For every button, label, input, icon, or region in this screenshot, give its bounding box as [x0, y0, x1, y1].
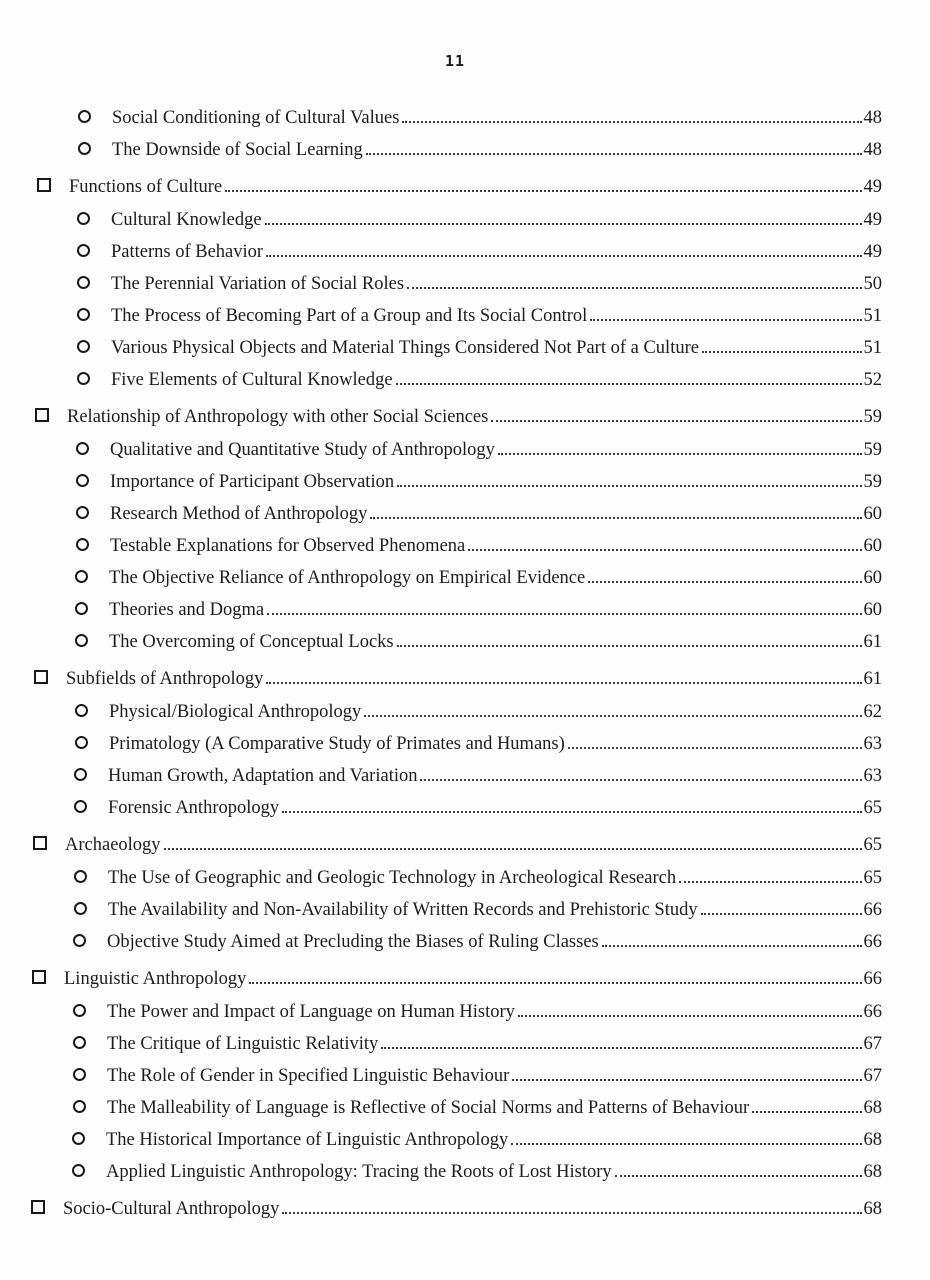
dot-leader — [225, 189, 861, 192]
circle-bullet-icon — [77, 340, 90, 353]
toc-entry-title: Linguistic Anthropology — [64, 969, 247, 989]
circle-bullet-icon — [77, 244, 90, 257]
circle-bullet-icon — [75, 602, 88, 615]
circle-bullet-icon — [74, 768, 87, 781]
checkbox-square-icon — [34, 670, 48, 684]
circle-bullet-icon — [78, 142, 91, 155]
toc-page-number: 61 — [863, 669, 882, 689]
toc-section-row — [0, 397, 930, 435]
toc-page-number: 62 — [863, 702, 882, 722]
circle-bullet-icon — [73, 1036, 86, 1049]
toc-subsection-row — [0, 729, 930, 761]
toc-entry-title: Forensic Anthropology — [108, 798, 280, 818]
toc-entry-title: Various Physical Objects and Material Things Considered Not Part of a Culture — [111, 338, 699, 358]
toc-entry-title: Socio-Cultural Anthropology — [63, 1199, 280, 1219]
toc-subsection-row — [0, 301, 930, 333]
toc-page-number: 66 — [863, 900, 882, 920]
dot-leader — [702, 350, 862, 353]
toc-entry-title: Human Growth, Adaptation and Variation — [108, 766, 418, 786]
toc-subsection-row — [0, 103, 930, 135]
toc-entry-title: The Downside of Social Learning — [112, 140, 363, 160]
dot-leader — [588, 580, 861, 583]
toc-subsection-row — [0, 761, 930, 793]
toc-page-number: 67 — [863, 1066, 882, 1086]
circle-bullet-icon — [74, 902, 87, 915]
circle-bullet-icon — [77, 212, 90, 225]
toc-page-number: 63 — [863, 766, 882, 786]
dot-leader — [266, 254, 861, 257]
toc-page-number: 49 — [863, 177, 882, 197]
toc-entry-title: Archaeology — [65, 835, 161, 855]
circle-bullet-icon — [74, 870, 87, 883]
toc-section-row — [0, 825, 930, 863]
dot-leader — [568, 746, 862, 749]
toc-page-number: 63 — [863, 734, 882, 754]
toc-page-number: 49 — [863, 242, 882, 262]
circle-bullet-icon — [73, 1004, 86, 1017]
toc-entry-title: Importance of Participant Observation — [110, 472, 395, 492]
circle-bullet-icon — [77, 308, 90, 321]
toc-subsection-row — [0, 1093, 930, 1125]
toc-page-number: 65 — [863, 868, 882, 888]
dot-leader — [420, 778, 861, 781]
circle-bullet-icon — [72, 1132, 85, 1145]
circle-bullet-icon — [76, 538, 89, 551]
circle-bullet-icon — [74, 800, 87, 813]
toc-entry-title: The Historical Importance of Linguistic Anthropology — [106, 1130, 509, 1150]
dot-leader — [266, 681, 861, 684]
toc-subsection-row — [0, 1125, 930, 1157]
toc-subsection-row — [0, 1061, 930, 1093]
circle-bullet-icon — [76, 442, 89, 455]
toc-entry-title: The Power and Impact of Language on Human History — [107, 1002, 515, 1022]
dot-leader — [498, 452, 862, 455]
toc-entry-title: Qualitative and Quantitative Study of Anthropology — [110, 440, 495, 460]
circle-bullet-icon — [77, 372, 90, 385]
toc-page-number: 61 — [863, 632, 882, 652]
dot-leader — [249, 981, 861, 984]
dot-leader — [602, 944, 862, 947]
toc-entry-title: Applied Linguistic Anthropology: Tracing the Roots of Lost History — [106, 1162, 612, 1182]
circle-bullet-icon — [73, 1100, 86, 1113]
toc-section-row — [0, 659, 930, 697]
toc-subsection-row — [0, 895, 930, 927]
toc-entry-title: Cultural Knowledge — [111, 210, 262, 230]
dot-leader — [511, 1142, 861, 1145]
toc-subsection-row — [0, 563, 930, 595]
toc-section-row — [0, 1189, 930, 1227]
circle-bullet-icon — [73, 1068, 86, 1081]
toc-page-number: 60 — [863, 600, 882, 620]
table-of-contents — [0, 103, 930, 1227]
toc-entry-title: The Perennial Variation of Social Roles — [111, 274, 405, 294]
page-number: 11 — [444, 52, 466, 70]
dot-leader — [407, 286, 861, 289]
toc-page-number: 68 — [863, 1199, 882, 1219]
dot-leader — [267, 612, 861, 615]
dot-leader — [701, 912, 862, 915]
circle-bullet-icon — [75, 570, 88, 583]
checkbox-square-icon — [31, 1200, 45, 1214]
circle-bullet-icon — [77, 276, 90, 289]
toc-section-row — [0, 959, 930, 997]
toc-page-number: 68 — [863, 1098, 882, 1118]
toc-subsection-row — [0, 927, 930, 959]
toc-entry-title: The Availability and Non-Availability of Written Records and Prehistoric Study — [108, 900, 698, 920]
dot-leader — [364, 714, 861, 717]
dot-leader — [397, 644, 862, 647]
toc-page-number: 59 — [863, 407, 882, 427]
dot-leader — [402, 120, 861, 123]
toc-subsection-row — [0, 1029, 930, 1061]
toc-entry-title: Patterns of Behavior — [111, 242, 264, 262]
dot-leader — [468, 548, 861, 551]
toc-subsection-row — [0, 435, 930, 467]
toc-subsection-row — [0, 333, 930, 365]
toc-page-number: 59 — [863, 472, 882, 492]
toc-subsection-row — [0, 793, 930, 825]
toc-page-number: 52 — [863, 370, 882, 390]
toc-page-number: 65 — [863, 835, 882, 855]
toc-subsection-row — [0, 595, 930, 627]
toc-subsection-row — [0, 531, 930, 563]
circle-bullet-icon — [72, 1164, 85, 1177]
toc-page-number: 66 — [863, 1002, 882, 1022]
toc-subsection-row — [0, 269, 930, 301]
circle-bullet-icon — [75, 634, 88, 647]
dot-leader — [265, 222, 862, 225]
toc-subsection-row — [0, 467, 930, 499]
dot-leader — [512, 1078, 861, 1081]
dot-leader — [366, 152, 862, 155]
toc-page-number: 51 — [863, 338, 882, 358]
dot-leader — [370, 516, 861, 519]
checkbox-square-icon — [35, 408, 49, 422]
dot-leader — [282, 1211, 861, 1214]
toc-entry-title: Research Method of Anthropology — [110, 504, 368, 524]
toc-subsection-row — [0, 997, 930, 1029]
circle-bullet-icon — [75, 736, 88, 749]
toc-entry-title: The Process of Becoming Part of a Group and Its Social Control — [111, 306, 588, 326]
toc-entry-title: The Role of Gender in Specified Linguistic Behaviour — [107, 1066, 510, 1086]
toc-entry-title: Functions of Culture — [69, 177, 223, 197]
toc-subsection-row — [0, 627, 930, 659]
toc-entry-title: Relationship of Anthropology with other Social Sciences — [67, 407, 489, 427]
toc-entry-title: Objective Study Aimed at Precluding the Biases of Ruling Classes — [107, 932, 599, 952]
checkbox-square-icon — [37, 178, 51, 192]
circle-bullet-icon — [75, 704, 88, 717]
circle-bullet-icon — [76, 474, 89, 487]
dot-leader — [381, 1046, 861, 1049]
dot-leader — [615, 1174, 862, 1177]
toc-page-number: 65 — [863, 798, 882, 818]
toc-subsection-row — [0, 1157, 930, 1189]
dot-leader — [397, 484, 861, 487]
toc-entry-title: The Critique of Linguistic Relativity — [107, 1034, 379, 1054]
toc-entry-title: The Overcoming of Conceptual Locks — [109, 632, 394, 652]
checkbox-square-icon — [33, 836, 47, 850]
circle-bullet-icon — [73, 934, 86, 947]
toc-entry-title: Testable Explanations for Observed Phenomena — [110, 536, 466, 556]
toc-entry-title: Theories and Dogma — [109, 600, 265, 620]
toc-subsection-row — [0, 499, 930, 531]
toc-entry-title: Primatology (A Comparative Study of Primates and Humans) — [109, 734, 565, 754]
toc-subsection-row — [0, 135, 930, 167]
toc-entry-title: The Objective Reliance of Anthropology on Empirical Evidence — [109, 568, 586, 588]
dot-leader — [752, 1110, 861, 1113]
circle-bullet-icon — [78, 110, 91, 123]
dot-leader — [396, 382, 862, 385]
dot-leader — [590, 318, 861, 321]
dot-leader — [518, 1014, 862, 1017]
toc-page-number: 48 — [863, 108, 882, 128]
toc-page-number: 60 — [863, 536, 882, 556]
dot-leader — [491, 419, 861, 422]
circle-bullet-icon — [76, 506, 89, 519]
toc-page-number: 60 — [863, 568, 882, 588]
toc-page-number: 67 — [863, 1034, 882, 1054]
toc-page-number: 50 — [863, 274, 882, 294]
toc-subsection-row — [0, 863, 930, 895]
dot-leader — [282, 810, 861, 813]
toc-page-number: 59 — [863, 440, 882, 460]
toc-entry-title: Five Elements of Cultural Knowledge — [111, 370, 393, 390]
toc-entry-title: Social Conditioning of Cultural Values — [112, 108, 400, 128]
checkbox-square-icon — [32, 970, 46, 984]
toc-entry-title: Subfields of Anthropology — [66, 669, 264, 689]
toc-subsection-row — [0, 697, 930, 729]
toc-page-number: 66 — [863, 932, 882, 952]
toc-subsection-row — [0, 237, 930, 269]
dot-leader — [679, 880, 861, 883]
toc-page-number: 68 — [863, 1130, 882, 1150]
toc-page-number: 48 — [863, 140, 882, 160]
toc-entry-title: The Malleability of Language is Reflective of Social Norms and Patterns of Behaviour — [107, 1098, 750, 1118]
toc-page-number: 49 — [863, 210, 882, 230]
toc-page-number: 66 — [863, 969, 882, 989]
toc-entry-title: Physical/Biological Anthropology — [109, 702, 362, 722]
toc-entry-title: The Use of Geographic and Geologic Technology in Archeological Research — [108, 868, 677, 888]
dot-leader — [164, 847, 862, 850]
toc-page-number: 60 — [863, 504, 882, 524]
toc-subsection-row — [0, 365, 930, 397]
toc-page-number: 51 — [863, 306, 882, 326]
toc-section-row — [0, 167, 930, 205]
toc-page-number: 68 — [863, 1162, 882, 1182]
toc-subsection-row — [0, 205, 930, 237]
